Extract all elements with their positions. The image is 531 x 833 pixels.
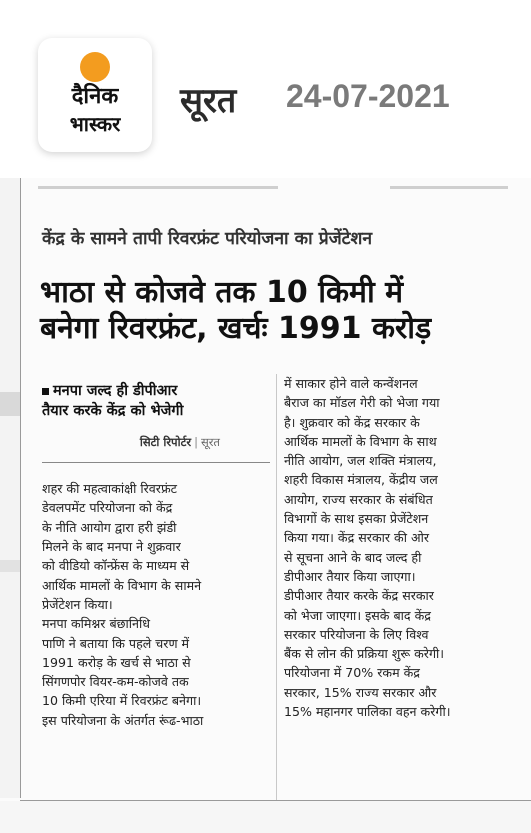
edition-city: सूरत — [180, 81, 237, 121]
article-headline — [40, 275, 520, 347]
text-line: विभागों के साथ इसका प्रेजेंटेशन — [284, 511, 429, 527]
top-rule — [390, 186, 508, 189]
text-line: को वीडियो कॉन्फ्रेंस के माध्यम से — [42, 558, 190, 574]
text-line: मिलने के बाद मनपा ने शुक्रवार — [42, 539, 181, 555]
text-line: नीति आयोग, जल शक्ति मंत्रालय, — [284, 453, 437, 469]
text-line: है। शुक्रवार को केंद्र सरकार के — [284, 414, 420, 430]
text-line: सिंगणपोर वियर-कम-कोजवे तक — [42, 674, 189, 690]
article-highlight — [42, 382, 270, 421]
right-column — [284, 374, 508, 721]
text-line: डीपीआर तैयार किया जाएगा। — [284, 568, 416, 584]
text-line: को भेजा जाएगा। इसके बाद केंद्र — [284, 607, 431, 623]
bottom-band — [0, 801, 531, 833]
text-line: किया गया। केंद्र सरकार की ओर — [284, 530, 430, 546]
text-line: आर्थिक मामलों के विभाग के साथ — [284, 433, 437, 449]
text-line: शहर की महत्वाकांक्षी रिवरफ्रंट — [42, 481, 178, 497]
left-column-text — [42, 479, 270, 730]
text-line: शहरी विकास मंत्रालय, केंद्रीय जल — [284, 472, 438, 488]
text-line: डीपीआर तैयार करके केंद्र सरकार — [284, 588, 434, 604]
highlight-line: तैयार करके केंद्र को भेजेगी — [42, 402, 184, 419]
text-line: 10 किमी एरिया में रिवरफ्रंट बनेगा। — [42, 693, 202, 709]
right-column-text — [284, 374, 508, 721]
highlight-line: मनपा जल्द ही डीपीआर — [42, 382, 270, 402]
text-line: आर्थिक मामलों के विभाग के सामने — [42, 577, 202, 593]
headline-line: भाठा से कोजवे तक 10 किमी में — [40, 275, 404, 310]
text-line: सरकार परियोजना के लिए विश्व — [284, 626, 429, 642]
byline-rule — [42, 462, 270, 463]
text-line: में साकार होने वाले कन्वेंशनल — [284, 376, 418, 391]
text-line: 1991 करोड़ के खर्च से भाठा से — [42, 654, 191, 670]
adjacent-column-mark — [0, 392, 20, 416]
text-line: आयोग, राज्य सरकार के संबंधित — [284, 491, 433, 507]
top-rule — [38, 186, 278, 189]
text-line: बैंक से लोन की प्रक्रिया शुरू करेगी। — [284, 646, 445, 662]
dainik-bhaskar-logo — [38, 38, 152, 152]
byline-place: सूरत — [200, 435, 220, 450]
text-line: बैराज का मॉडल गेरी को भेजा गया — [284, 395, 440, 411]
text-line: मनपा कमिश्नर बंछानिधि — [42, 616, 151, 632]
column-divider — [276, 374, 277, 802]
newspaper-header — [0, 0, 531, 175]
text-line: से सूचना आने के बाद जल्द ही — [284, 549, 422, 565]
left-column — [42, 382, 270, 730]
logo-text-line2: भास्कर — [69, 112, 121, 136]
text-line: सरकार, 15% राज्य सरकार और — [284, 684, 437, 700]
text-line: परियोजना में 70% रकम केंद्र — [284, 665, 420, 681]
text-line: पाणि ने बताया कि पहले चरण में — [42, 635, 190, 651]
adjacent-column-strip — [0, 178, 21, 798]
text-line: डेवलपमेंट परियोजना को केंद्र — [42, 500, 173, 516]
article-strap: केंद्र के सामने तापी रिवरफ्रंट परियोजना का प्रेजेंटेशन — [42, 229, 373, 249]
byline: सिटी रिपोर्टर | सूरत — [139, 435, 220, 450]
headline-line: बनेगा रिवरफ्रंट, खर्चः 1991 करोड़ — [40, 311, 432, 346]
sun-icon — [80, 52, 110, 82]
text-line: के नीति आयोग द्वारा हरी झंडी — [42, 519, 177, 535]
adjacent-column-mark — [0, 560, 20, 572]
edition-date: 24-07-2021 — [286, 78, 450, 114]
byline-reporter: सिटी रिपोर्टर — [139, 435, 192, 450]
text-line: इस परियोजना के अंतर्गत रूंढ-भाठा — [42, 712, 204, 728]
text-line: 15% महानगर पालिका वहन करेगी। — [284, 704, 451, 720]
logo-text-line1: दैनिक — [71, 84, 119, 109]
text-line: प्रेजेंटेशन किया। — [42, 596, 113, 612]
bullet-icon — [42, 388, 49, 395]
